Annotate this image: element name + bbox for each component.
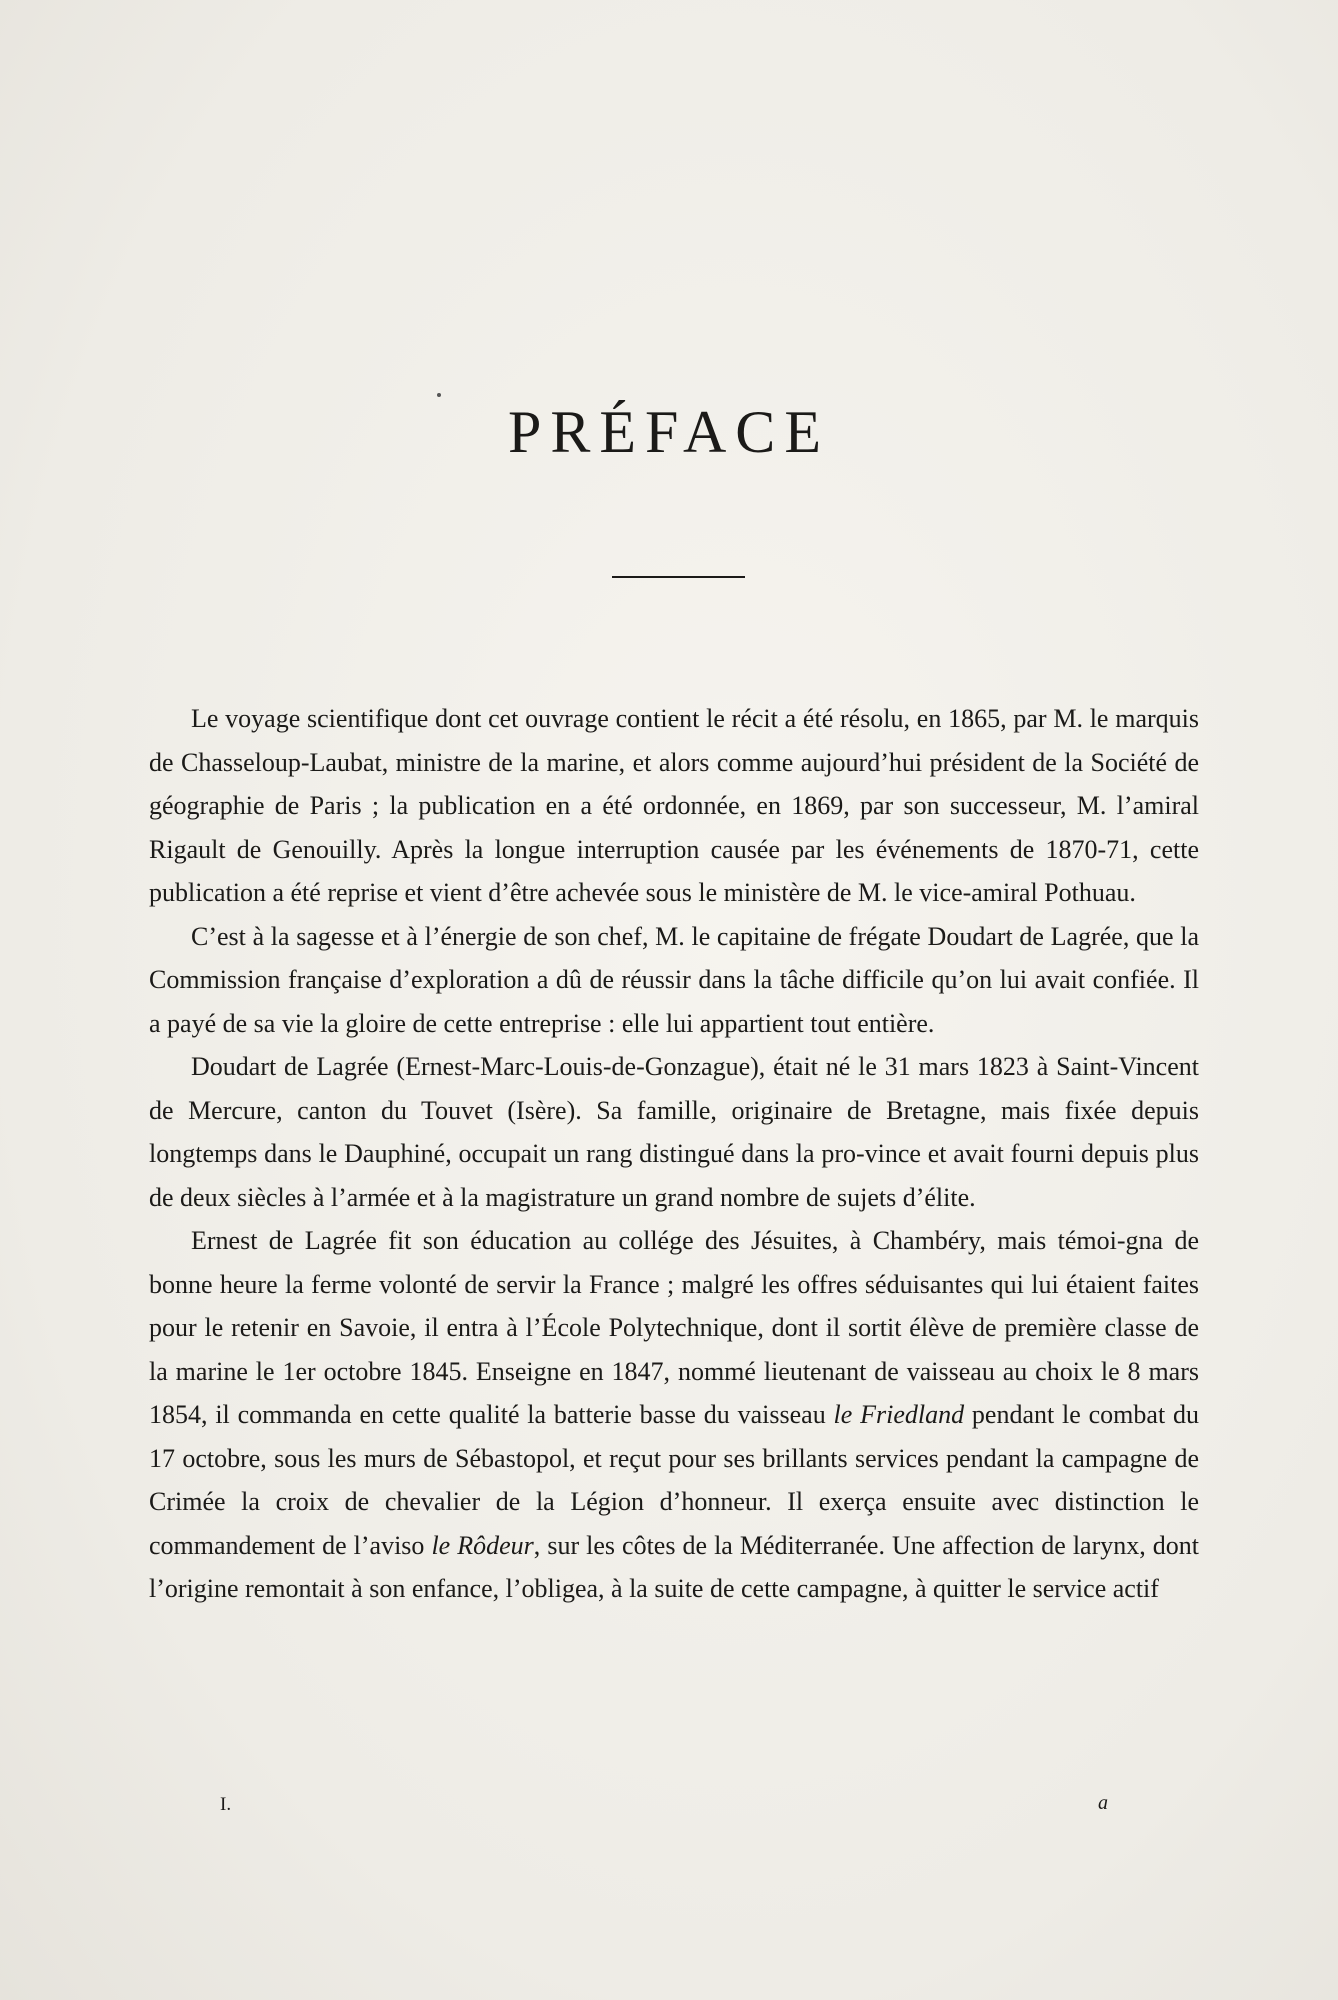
italic-text: le Friedland xyxy=(833,1400,965,1429)
italic-text: le Rôdeur xyxy=(431,1530,534,1560)
signature-letter: a xyxy=(1098,1792,1108,1814)
text-segment: Doudart de Lagrée (Ernest-Marc-Louis-de-Gonzague), était né le 31 mars 1823 à Saint-Vincent de Mercure, canton du Touvet (Isère). Sa famille, originaire de Bretagne, mais fixée depuis longtemps dans le Dauphiné, occupait un rang distingué dans la pro-vince et avait fourni depuis plus de deux siècles à l’armée et à la magistrature un grand nombre de sujets d’élite. xyxy=(149,1052,1199,1212)
paragraph xyxy=(149,1219,1199,1611)
paragraph xyxy=(149,915,1199,1046)
text-segment: Ernest de Lagrée fit son éducation au collége des Jésuites, à Chambéry, mais témoi-gna de bonne heure la ferme volonté de servir la France ; malgré les offres séduisantes qui lui étaient faites pour le retenir en Savoie, il entra à l’École Polytechnique, dont il sortit élève de première classe de la marine le 1er octobre 1845. Enseigne en 1847, nommé lieutenant de vaisseau au choix le 8 mars 1854, il commanda en cette qualité la batterie basse du vaisseau xyxy=(149,1226,1199,1429)
text-segment: C’est à la sagesse et à l’énergie de son chef, M. le capitaine de frégate Doudart de Lagrée, que la Commission française d’exploration a dû de réussir dans la tâche difficile qu’on lui avait confiée. Il a payé de sa vie la gloire de cette entreprise : elle lui appartient tout entière. xyxy=(149,921,1199,1038)
page-title: PRÉFACE xyxy=(508,399,830,465)
signature-mark: I. xyxy=(220,1794,232,1815)
ink-speck xyxy=(437,393,441,397)
body-text xyxy=(149,697,1199,1611)
text-segment: pendant le combat du 17 octobre, sous les murs de Sébastopol, et reçut pour ses brillants services pendant la campagne de Crimée la croix de chevalier de la Légion d’honneur. Il exerça ensuite avec distinction le commandement de l’aviso xyxy=(149,1400,1199,1560)
text-segment: , sur les côtes de la Méditerranée. Une affection de larynx, dont l’origine remontait à son enfance, l’obligea, à la suite de cette campagne, à quitter le service actif xyxy=(149,1530,1199,1603)
text-segment: Le voyage scientifique dont cet ouvrage contient le récit a été résolu, en 1865, par M. le marquis de Chasseloup-Laubat, ministre de la marine, et alors comme aujourd’hui président de la Société de géographie de Paris ; la publication en a été ordonnée, en 1869, par son successeur, M. l’amiral Rigault de Genouilly. Après la longue interruption causée par les événements de 1870-71, cette publication a été reprise et vient d’être achevée sous le ministère de M. le vice-amiral Pothuau. xyxy=(149,704,1199,907)
paragraph xyxy=(149,1045,1199,1219)
title-rule xyxy=(612,576,745,578)
paragraph xyxy=(149,697,1199,915)
